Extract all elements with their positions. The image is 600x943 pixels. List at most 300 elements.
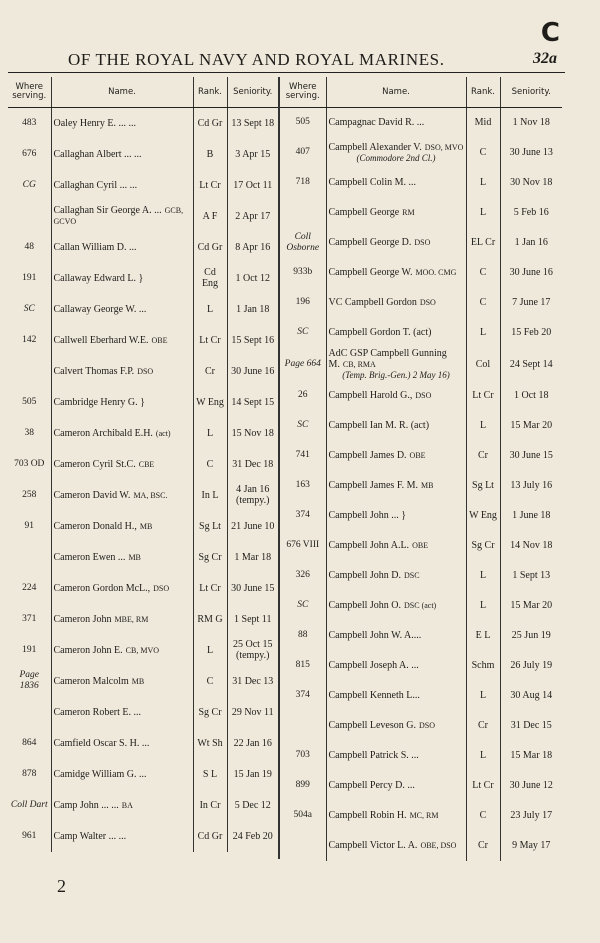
right-list-table xyxy=(280,77,562,861)
seniority-cell: 14 Nov 18 xyxy=(510,540,553,551)
table-row xyxy=(280,108,562,138)
left-column xyxy=(8,77,278,863)
col-header-where: Where serving. xyxy=(280,77,326,108)
seniority-cell: 30 June 16 xyxy=(231,365,275,377)
officer-name: Cameron Archibald E.H. xyxy=(53,427,153,439)
where-serving-cell: 878 xyxy=(8,759,51,790)
seniority-cell: 31 Dec 13 xyxy=(232,675,274,687)
officer-name: Cameron John E. xyxy=(53,644,123,656)
officer-name: Campbell James D. xyxy=(328,450,407,461)
name-cell xyxy=(51,666,193,697)
seniority-cell: 2 Apr 17 xyxy=(235,210,271,222)
post-nominals: MB xyxy=(131,676,145,686)
name-cell xyxy=(51,356,193,387)
rank-cell: L xyxy=(466,741,500,771)
name-cell xyxy=(326,741,466,771)
table-row xyxy=(8,232,278,263)
seniority-cell: 30 Aug 14 xyxy=(510,690,553,701)
table-row xyxy=(280,198,562,228)
table-row xyxy=(280,681,562,711)
where-serving-cell: 374 xyxy=(280,681,326,711)
seniority-cell: 8 Apr 16 xyxy=(235,241,271,253)
table-row xyxy=(280,591,562,621)
rank-cell: Lt Cr xyxy=(193,573,227,604)
name-cell xyxy=(51,387,193,418)
post-nominals: DSC (act) xyxy=(404,601,437,610)
where-serving-cell xyxy=(8,697,51,728)
table-row xyxy=(8,387,278,418)
officer-name: Campbell John ... } xyxy=(328,510,407,521)
table-row xyxy=(280,621,562,651)
rank-cell: Lt Cr xyxy=(193,170,227,201)
table-row xyxy=(8,728,278,759)
name-cell xyxy=(51,170,193,201)
rank-cell: C xyxy=(193,449,227,480)
seniority-cell: 30 June 15 xyxy=(231,582,275,594)
seniority-cell: 13 July 16 xyxy=(510,480,553,491)
officer-name: Campbell Kenneth L... xyxy=(328,690,420,701)
where-serving-cell: 961 xyxy=(8,821,51,852)
rank-cell: L xyxy=(193,294,227,325)
seniority-cell: 5 Feb 16 xyxy=(513,207,549,218)
seniority-cell: 1 June 18 xyxy=(512,510,551,521)
seniority-cell: 1 Oct 12 xyxy=(235,272,270,284)
table-row xyxy=(280,441,562,471)
where-serving-cell: Page 1836 xyxy=(8,666,51,697)
seniority-cell: 5 Dec 12 xyxy=(234,799,271,811)
where-serving-cell: Coll Dart xyxy=(8,790,51,821)
rank-cell: W Eng xyxy=(466,501,500,531)
table-row xyxy=(280,138,562,168)
officer-name: Campbell John O. xyxy=(328,600,401,611)
name-cell xyxy=(326,801,466,831)
table-row xyxy=(8,635,278,666)
rank-cell: Cd Gr xyxy=(193,108,227,139)
officer-name: Cameron Robert E. ... xyxy=(53,706,141,718)
name-note: (Commodore 2nd Cl.) xyxy=(356,152,436,163)
rank-cell: L xyxy=(466,168,500,198)
rank-cell: W Eng xyxy=(193,387,227,418)
officer-name: Camfield Oscar S. H. ... xyxy=(53,737,150,749)
officer-name: Campbell George xyxy=(328,207,400,218)
name-cell xyxy=(51,294,193,325)
officer-name: Campbell Colin M. ... xyxy=(328,177,416,188)
post-nominals: DSO xyxy=(137,366,154,376)
seniority-cell: 24 Sept 14 xyxy=(509,358,553,370)
table-row xyxy=(8,201,278,232)
name-cell xyxy=(326,771,466,801)
left-list-table xyxy=(8,77,278,852)
rank-cell: Sg Lt xyxy=(466,471,500,501)
officer-name: Campbell John D. xyxy=(328,570,401,581)
officer-name: Campbell Victor L. A. xyxy=(328,840,418,851)
table-row xyxy=(8,542,278,573)
officer-name: Camp Walter ... ... xyxy=(53,830,127,842)
table-row xyxy=(280,561,562,591)
col-header-seniority: Seniority. xyxy=(227,77,278,108)
seniority-cell: 30 June 12 xyxy=(509,780,553,791)
post-nominals: MBE, RM xyxy=(114,614,149,624)
officer-name: Cameron Cyril St.C. xyxy=(53,458,136,470)
table-row xyxy=(280,288,562,318)
seniority-cell: 29 Nov 11 xyxy=(231,706,274,718)
table-row xyxy=(8,604,278,635)
seniority-cell: 25 Jun 19 xyxy=(511,630,551,641)
table-row xyxy=(8,170,278,201)
where-serving-cell: 703 xyxy=(280,741,326,771)
rank-cell: Cd Eng xyxy=(193,263,227,294)
table-row xyxy=(8,418,278,449)
name-cell xyxy=(51,418,193,449)
rank-cell: L xyxy=(466,198,500,228)
where-serving-cell: 864 xyxy=(8,728,51,759)
post-nominals: DSO xyxy=(418,721,435,730)
rank-cell: Lt Cr xyxy=(466,771,500,801)
seniority-cell: 1 Nov 18 xyxy=(512,117,550,129)
where-serving-cell: 38 xyxy=(8,418,51,449)
name-cell xyxy=(326,621,466,651)
officer-name: Callaghan Albert ... ... xyxy=(53,148,142,160)
table-row xyxy=(280,651,562,681)
rank-cell: L xyxy=(193,418,227,449)
officer-name: Cameron Ewen ... xyxy=(53,551,126,563)
where-serving-cell: 374 xyxy=(280,501,326,531)
table-row xyxy=(8,325,278,356)
where-serving-cell: 142 xyxy=(8,325,51,356)
post-nominals: OBE xyxy=(412,541,429,550)
name-cell xyxy=(326,681,466,711)
rank-cell: RM G xyxy=(193,604,227,635)
table-row xyxy=(280,168,562,198)
rank-cell: Sg Lt xyxy=(193,511,227,542)
officer-name: VC Campbell Gordon xyxy=(328,297,417,308)
right-table-header xyxy=(280,77,562,108)
post-nominals: MB xyxy=(139,521,153,531)
where-serving-cell: 196 xyxy=(280,288,326,318)
name-cell xyxy=(326,198,466,228)
officer-name: Campbell George W. xyxy=(328,267,413,278)
name-cell xyxy=(51,511,193,542)
officer-name: Campbell Harold G., xyxy=(328,390,413,401)
seniority-cell: 24 Feb 20 xyxy=(232,830,273,842)
seniority-cell: 30 Nov 18 xyxy=(510,177,553,188)
seniority-cell: 15 Sept 16 xyxy=(231,334,275,346)
seniority-cell: 7 June 17 xyxy=(512,297,551,308)
table-row xyxy=(280,381,562,411)
rank-cell: C xyxy=(466,801,500,831)
col-header-name: Name. xyxy=(326,77,466,108)
post-nominals: DSO xyxy=(153,583,170,593)
table-row xyxy=(280,711,562,741)
officer-name: Cameron John xyxy=(53,613,112,625)
table-row xyxy=(280,348,562,381)
table-row xyxy=(280,501,562,531)
post-nominals: GCB, GCVO xyxy=(53,206,184,226)
officer-name: Cambridge Henry G. } xyxy=(53,396,145,408)
seniority-cell: 30 June 13 xyxy=(509,147,553,158)
seniority-cell: 1 Jan 16 xyxy=(514,237,548,248)
where-serving-cell: 26 xyxy=(280,381,326,411)
rank-cell: A F xyxy=(193,201,227,232)
seniority-cell: 21 June 10 xyxy=(231,520,275,532)
table-row xyxy=(280,741,562,771)
post-nominals: DSO xyxy=(415,391,432,400)
officer-name: Campbell Leveson G. xyxy=(328,720,416,731)
name-cell xyxy=(51,449,193,480)
name-cell xyxy=(51,325,193,356)
rank-cell: Col xyxy=(466,348,500,381)
where-serving-cell: CG xyxy=(8,170,51,201)
where-serving-cell: 191 xyxy=(8,263,51,294)
where-serving-cell xyxy=(280,831,326,861)
rank-cell: Cr xyxy=(466,441,500,471)
seniority-cell: 15 Nov 18 xyxy=(231,427,274,439)
name-cell xyxy=(51,821,193,852)
table-row xyxy=(8,139,278,170)
col-header-where: Where serving. xyxy=(8,77,51,108)
name-cell xyxy=(326,348,466,381)
seniority-cell: 3 Apr 15 xyxy=(235,148,271,160)
where-serving-cell: 91 xyxy=(8,511,51,542)
post-nominals: MB xyxy=(420,481,434,490)
where-serving-cell: 676 xyxy=(8,139,51,170)
officer-name: Campbell Percy D. ... xyxy=(328,780,415,791)
officer-name: Campbell James F. M. xyxy=(328,480,418,491)
rank-cell: S L xyxy=(193,759,227,790)
table-row xyxy=(280,801,562,831)
where-serving-cell: 703 OD xyxy=(8,449,51,480)
officer-name: Campagnac David R. ... xyxy=(328,117,425,129)
seniority-cell: 1 Sept 13 xyxy=(512,570,551,581)
post-nominals: CB, MVO xyxy=(125,645,159,655)
rank-cell: Schm xyxy=(466,651,500,681)
rank-cell: Lt Cr xyxy=(466,381,500,411)
name-cell xyxy=(51,542,193,573)
officer-name: Campbell Ian M. R. (act) xyxy=(328,420,430,431)
name-cell xyxy=(326,138,466,168)
officer-name: Campbell Gordon T. (act) xyxy=(328,327,432,338)
name-cell xyxy=(51,201,193,232)
officer-name: Campbell Robin H. xyxy=(328,810,407,821)
post-nominals: OBE, DSO xyxy=(420,841,457,850)
table-row xyxy=(8,573,278,604)
where-serving-cell: 504a xyxy=(280,801,326,831)
post-nominals: MA, BSC. xyxy=(133,490,168,500)
name-cell xyxy=(51,263,193,294)
table-row xyxy=(280,411,562,441)
page-folio: 2 xyxy=(57,876,66,896)
where-serving-cell: 741 xyxy=(280,441,326,471)
where-serving-cell: 224 xyxy=(8,573,51,604)
right-column xyxy=(280,77,562,863)
post-nominals: MC, RM xyxy=(409,811,439,820)
seniority-cell: 1 Oct 18 xyxy=(514,390,549,401)
rank-cell: C xyxy=(466,288,500,318)
post-nominals: DSC xyxy=(404,571,420,580)
col-header-rank: Rank. xyxy=(193,77,227,108)
officer-name: Camp John ... ... xyxy=(53,799,119,811)
post-nominals: DSO, MVO xyxy=(424,142,464,152)
name-cell xyxy=(326,531,466,561)
name-cell xyxy=(326,108,466,138)
name-cell xyxy=(51,728,193,759)
table-row xyxy=(280,471,562,501)
post-nominals: (act) xyxy=(155,428,171,438)
name-cell xyxy=(326,168,466,198)
officer-name: Cameron Malcolm xyxy=(53,675,129,687)
rank-cell: Mid xyxy=(466,108,500,138)
post-nominals: DSO xyxy=(419,298,436,307)
name-cell xyxy=(326,288,466,318)
table-row xyxy=(8,356,278,387)
table-row xyxy=(280,258,562,288)
where-serving-cell: SC xyxy=(280,411,326,441)
rank-cell: Sg Cr xyxy=(193,542,227,573)
rank-cell: In L xyxy=(193,480,227,511)
table-row xyxy=(8,666,278,697)
officer-name: Cameron David W. xyxy=(53,489,131,501)
where-serving-cell: SC xyxy=(8,294,51,325)
rank-cell: Cr xyxy=(193,356,227,387)
rank-cell: L xyxy=(466,561,500,591)
post-nominals: RM xyxy=(402,208,415,217)
name-cell xyxy=(326,591,466,621)
post-nominals: OBE xyxy=(151,335,168,345)
officer-name: Callaway Edward L. } xyxy=(53,272,144,284)
table-row xyxy=(280,771,562,801)
header-rule xyxy=(8,72,565,73)
rank-cell: Cd Gr xyxy=(193,232,227,263)
rank-cell: Sg Cr xyxy=(193,697,227,728)
name-cell xyxy=(51,759,193,790)
officer-name: Callan William D. ... xyxy=(53,241,137,253)
page-number: 32a xyxy=(533,50,557,67)
table-row xyxy=(8,449,278,480)
name-cell xyxy=(51,604,193,635)
officer-name: Cameron Donald H., xyxy=(53,520,137,532)
post-nominals: OBE xyxy=(409,451,426,460)
name-cell xyxy=(326,711,466,741)
where-serving-cell xyxy=(8,201,51,232)
officer-name: Cameron Gordon McL., xyxy=(53,582,151,594)
officer-name: Callaghan Cyril ... ... xyxy=(53,179,138,191)
officer-name: Campbell George D. xyxy=(328,237,412,248)
table-row xyxy=(8,263,278,294)
seniority-cell: 25 Oct 15 (tempy.) xyxy=(233,639,273,661)
officer-name: Campbell Alexander V. xyxy=(328,141,422,153)
name-cell xyxy=(326,441,466,471)
seniority-cell: 30 June 16 xyxy=(509,267,553,278)
col-header-rank: Rank. xyxy=(466,77,500,108)
where-serving-cell: Page 664 xyxy=(280,348,326,381)
where-serving-cell xyxy=(280,711,326,741)
seniority-cell: 15 Feb 20 xyxy=(511,327,552,338)
seniority-cell: 22 Jan 16 xyxy=(233,737,272,749)
where-serving-cell: 191 xyxy=(8,635,51,666)
left-table-header xyxy=(8,77,278,108)
where-serving-cell: 505 xyxy=(8,387,51,418)
where-serving-cell: 933b xyxy=(280,258,326,288)
name-cell xyxy=(51,480,193,511)
rank-cell: L xyxy=(193,635,227,666)
table-row xyxy=(8,108,278,139)
post-nominals: DSO xyxy=(414,238,431,247)
rank-cell: EL Cr xyxy=(466,228,500,258)
seniority-cell: 23 July 17 xyxy=(510,810,553,821)
name-cell xyxy=(326,561,466,591)
seniority-cell: 31 Dec 18 xyxy=(232,458,274,470)
where-serving-cell: 505 xyxy=(280,108,326,138)
rank-cell: In Cr xyxy=(193,790,227,821)
where-serving-cell xyxy=(280,198,326,228)
seniority-cell: 17 Oct 11 xyxy=(233,179,273,191)
rank-cell: Wt Sh xyxy=(193,728,227,759)
where-serving-cell: 371 xyxy=(8,604,51,635)
rank-cell: L xyxy=(466,318,500,348)
where-serving-cell: 407 xyxy=(280,138,326,168)
officer-name: AdC GSP Campbell Gunning M. xyxy=(328,347,447,370)
where-serving-cell: 163 xyxy=(280,471,326,501)
page-header xyxy=(0,0,600,70)
officer-name: Calvert Thomas F.P. xyxy=(53,365,135,377)
where-serving-cell: 48 xyxy=(8,232,51,263)
table-row xyxy=(280,228,562,258)
where-serving-cell: SC xyxy=(280,591,326,621)
seniority-cell: 1 Mar 18 xyxy=(234,551,272,563)
where-serving-cell: 899 xyxy=(280,771,326,801)
name-cell xyxy=(326,228,466,258)
where-serving-cell: 88 xyxy=(280,621,326,651)
seniority-cell: 4 Jan 16 (tempy.) xyxy=(235,484,270,506)
officer-name: Callaway George W. ... xyxy=(53,303,147,315)
officer-name: Campbell John A.L. xyxy=(328,540,410,551)
name-cell xyxy=(51,635,193,666)
rank-cell: L xyxy=(466,681,500,711)
post-nominals: MOO. CMG xyxy=(415,268,457,277)
seniority-cell: 14 Sept 15 xyxy=(231,396,275,408)
post-nominals: CB, RMA xyxy=(342,359,376,369)
where-serving-cell: 676 VIII xyxy=(280,531,326,561)
post-nominals: MB xyxy=(128,552,141,562)
seniority-cell: 15 Mar 18 xyxy=(510,750,553,761)
col-header-seniority: Seniority. xyxy=(500,77,562,108)
name-cell xyxy=(326,831,466,861)
where-serving-cell: Coll Osborne xyxy=(280,228,326,258)
rank-cell: E L xyxy=(466,621,500,651)
rank-cell: C xyxy=(466,258,500,288)
seniority-cell: 30 June 15 xyxy=(509,450,553,461)
section-letter: C xyxy=(540,18,560,48)
table-row xyxy=(8,697,278,728)
seniority-cell: 15 Mar 20 xyxy=(510,420,553,431)
officer-name: Campbell Joseph A. ... xyxy=(328,660,419,671)
name-cell xyxy=(51,139,193,170)
officer-name: Campbell John W. A.... xyxy=(328,630,422,641)
where-serving-cell xyxy=(8,356,51,387)
rank-cell: Sg Cr xyxy=(466,531,500,561)
name-cell xyxy=(326,471,466,501)
where-serving-cell: 326 xyxy=(280,561,326,591)
rank-cell: Cr xyxy=(466,831,500,861)
where-serving-cell: 815 xyxy=(280,651,326,681)
name-cell xyxy=(326,651,466,681)
rank-cell: L xyxy=(466,591,500,621)
officer-name: Callwell Eberhard W.E. xyxy=(53,334,149,346)
seniority-cell: 15 Jan 19 xyxy=(233,768,272,780)
name-cell xyxy=(51,573,193,604)
table-row xyxy=(280,318,562,348)
name-cell xyxy=(326,411,466,441)
